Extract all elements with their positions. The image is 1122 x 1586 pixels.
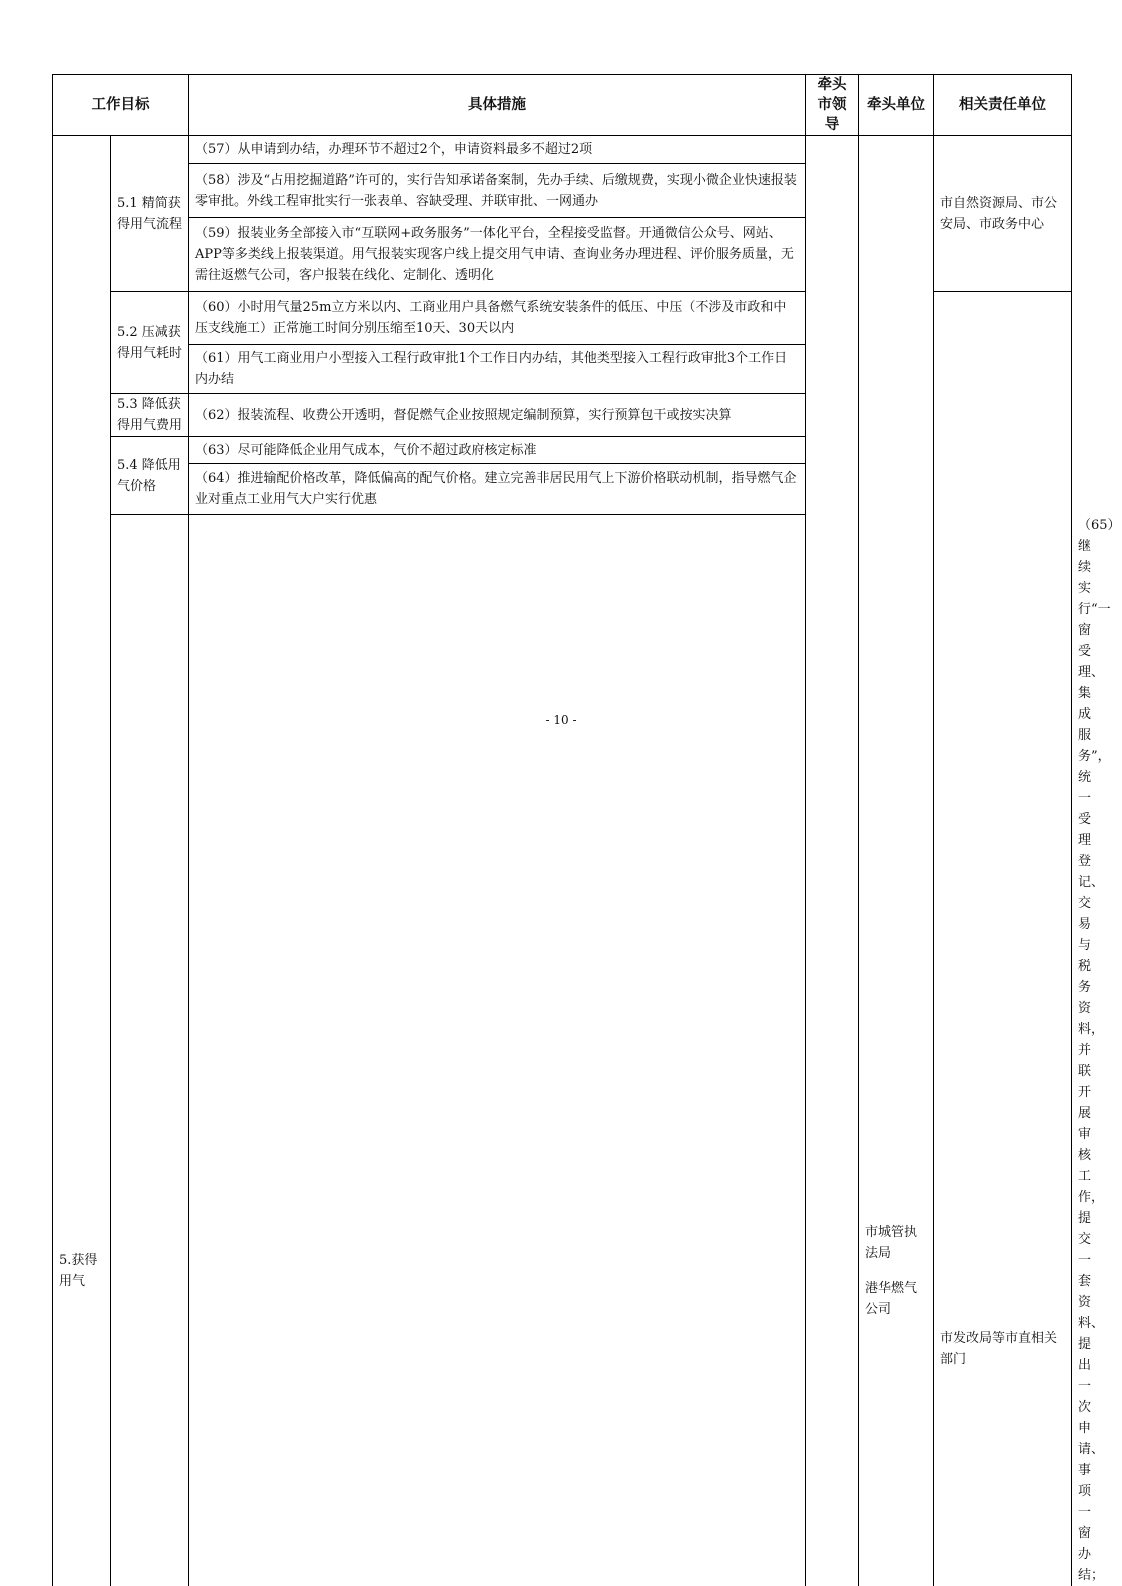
subgoal-6-1 xyxy=(189,515,806,1586)
measure-59: （59）报装业务全部接入市“互联网+政务服务”一体化平台，全程接受监督。开通微信公众号、网站、APP等多类线上报装渠道。用气报装实现客户线上提交用气申请、查询业务办理进程、评价服务质量，无需往返燃气公司，客户报装在线化、定制化、透明化 xyxy=(189,218,806,292)
header-measures: 具体措施 xyxy=(189,75,806,136)
work-plan-table xyxy=(52,74,1072,1586)
measure-57: （57）从申请到办结，办理环节不超过2个，申请资料最多不超过2项 xyxy=(189,136,806,164)
lead-unit-5-cell xyxy=(859,136,934,1586)
header-row xyxy=(53,75,1072,136)
header-leader: 牵头市领导 xyxy=(806,75,859,136)
lead-unit-5a: 市城管执法局 xyxy=(865,1222,927,1264)
goal-6-cell xyxy=(111,515,189,1586)
measure-61: （61）用气工商业用户小型接入工程行政审批1个工作日内办结，其他类型接入工程行政审批3个工作日内办结 xyxy=(189,345,806,394)
goal-5-cell: 5.获得用气 xyxy=(53,136,111,1586)
subgoal-5-1: 5.1 精简获得用气流程 xyxy=(111,136,189,292)
related-5b-cell: 市发改局等市直相关部门 xyxy=(934,292,1072,1586)
page-number: - 10 - xyxy=(0,713,1122,727)
measure-64: （64）推进输配价格改革，降低偏高的配气价格。建立完善非居民用气上下游价格联动机制，指导燃气企业对重点工业用气大户实行优惠 xyxy=(189,464,806,515)
header-lead-unit: 牵头单位 xyxy=(859,75,934,136)
related-5a-cell: 市自然资源局、市公安局、市政务中心 xyxy=(934,136,1072,292)
table-row: （65）继续实行“一窗受理、集成服务”，统一受理登记、交易与税务资料，并联开展审核工作，提交一套资料、提出一次申请、事项一窗办结； xyxy=(53,515,1072,1586)
header-related: 相关责任单位 xyxy=(934,75,1072,136)
table-row xyxy=(53,136,1072,164)
header-goal: 工作目标 xyxy=(53,75,189,136)
measure-62: （62）报装流程、收费公开透明，督促燃气企业按照规定编制预算，实行预算包干或按实决算 xyxy=(189,394,806,437)
measure-60: （60）小时用气量25m立方米以内、工商业用户具备燃气系统安装条件的低压、中压（不涉及市政和中压支线施工）正常施工时间分别压缩至10天、30天以内 xyxy=(189,292,806,345)
subgoal-5-3: 5.3 降低获得用气费用 xyxy=(111,394,189,437)
leader-cell xyxy=(806,136,859,1586)
subgoal-5-2: 5.2 压减获得用气耗时 xyxy=(111,292,189,394)
measure-58: （58）涉及“占用挖掘道路”许可的，实行告知承诺备案制，先办手续、后缴规费，实现小微企业快速报装零审批。外线工程审批实行一张表单、容缺受理、并联审批、一网通办 xyxy=(189,164,806,218)
measure-63: （63）尽可能降低企业用气成本，气价不超过政府核定标准 xyxy=(189,437,806,464)
subgoal-5-4: 5.4 降低用气价格 xyxy=(111,437,189,515)
lead-unit-5b: 港华燃气公司 xyxy=(865,1278,927,1320)
